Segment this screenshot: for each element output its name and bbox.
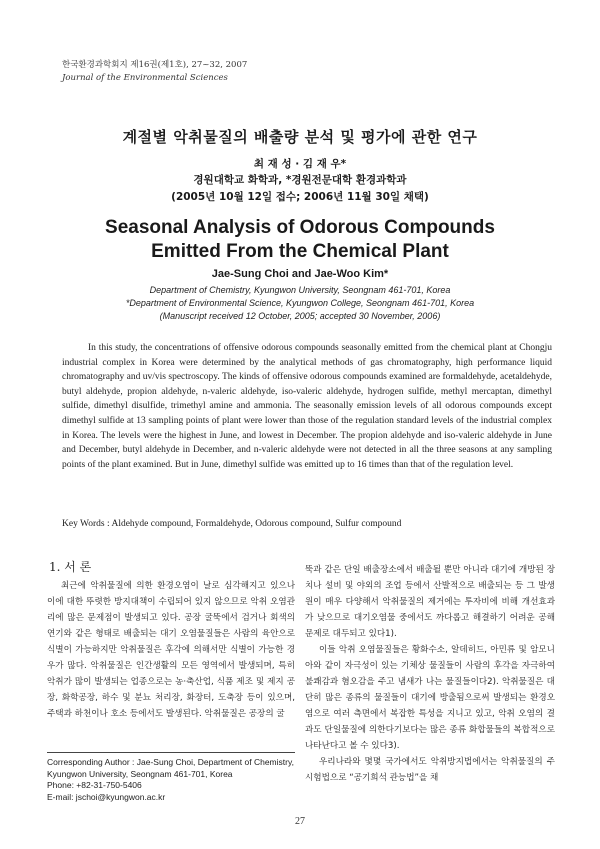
- affiliation-1: Department of Chemistry, Kyungwon University, Seongnam 461-701, Korea: [149, 285, 451, 295]
- abstract: In this study, the concentrations of offensive odorous compounds seasonally emitted from the chemical plant at Chongju industrial complex in Korea were determined by the analytical methods of gas chromatography, high performance liquid chromatography and uv/vis spectroscopy. The kinds of offensive odorous compounds examined are formaldehyde, acetaldehyde, butyl aldehyde, propion aldehyde, n-valeric aldehyde, iso-valeric aldehyde, hydrogen sulfide, methyl mercaptan, dimethyl sulfide, dimethyl disulfide, trimethyl amine and ammonia. The seasonally emission levels of all odorous compounds except dimethyl sulfide at 13 sampling points of plant were lower than those of the regulation standard levels of the industrial complex in Korea. The levels were the highest in June, and lowest in December. The propion aldehyde and iso-valeric aldehyde in June and December, butyl aldehyde in December, and n-valeric aldehyde were not detected in all the three seasons at any sampling points of the plant examined. But in June, dimethyl sulfide was emitted up to 16 times than that of the regulation level.: [62, 343, 552, 470]
- intro-paragraph-right-2: 이들 악취 오염물질들은 황화수소, 알데히드, 아민류 및 암모니아와 같이 자극성이 있는 기체상 물질들이 사람의 후각을 자극하여 불쾌감과 혐오감을 주고 냄새가 나는 물질들이다2). 악취물질은 대단히 많은 종류의 물질들이 대기에 방출됨으로써 발생되는 환경오염으로 여러 측면에서 복잡한 특성을 지니고 있고, 악취 오염의 결과도 단일물질에 의한다기보다는 많은 종류 화합물들의 복합적으로 나타난다고 볼 수 있다3).: [305, 645, 555, 751]
- corresponding-author: Corresponding Author : Jae-Sung Choi, Department of Chemistry, Kyungwon University, Seongnam 461-701, Korea: [47, 757, 294, 779]
- correspondence-footnote: [47, 752, 295, 803]
- english-title-line1: Seasonal Analysis of Odorous Compounds: [105, 217, 495, 238]
- section-heading: 1. 서 론: [49, 560, 92, 574]
- english-title: [0, 216, 600, 264]
- english-title-line2: Emitted From the Chemical Plant: [151, 241, 449, 262]
- korean-dates: (2005년 10월 12일 접수; 2006년 11월 30일 채택): [171, 191, 429, 203]
- intro-paragraph-right-3: 우리나라와 몇몇 국가에서도 악취방지법에서는 악취물질의 주 시험법으로 “공기희석 관능법”을 채: [305, 757, 555, 783]
- journal-citation: 한국환경과학회지 제16권(제1호), 27~32, 2007: [62, 60, 248, 70]
- english-authors: Jae-Sung Choi and Jae-Woo Kim*: [211, 268, 389, 280]
- intro-paragraph-right-1: 뚝과 같은 단일 배출장소에서 배출될 뿐만 아니라 대기에 개방된 장치나 설비 및 야외의 조업 등에서 산발적으로 배출되는 등 그 발생원이 매우 다양해서 악취물질의 제거에는 투자비에 비해 개선효과가 낮으므로 대기오염물 중에서도 까다롭고 해결하기 어려운 공해문제로 대두되고 있다1).: [305, 565, 555, 639]
- intro-paragraph-left: 최근에 악취물질에 의한 환경오염이 날로 심각해지고 있으나 이에 대한 뚜렷한 방지대책이 수립되어 있지 않으므로 악취 오염관리에 많은 문제점이 발생되고 있다. 공장 굴뚝에서 검거나 회색의 연기와 같은 형태로 배출되는 대기 오염물질들은 사람의 육안으로 식별이 가능하지만 악취물질은 후각에 의해서만 식별이 가능한 경우가 많다. 악취물질은 인간생활의 모든 영역에서 발생되며, 특히 악취가 많이 발생되는 업종으로는 농·축산업, 식품 제조 및 제지 공장, 화학공장, 하수 및 분뇨 처리장, 화장터, 도축장 등이 있으며, 주택과 하천이나 호소 등에서도 발생된다. 악취물질은 공장의 굴: [47, 581, 295, 719]
- keywords: Key Words : Aldehyde compound, Formaldehyde, Odorous compound, Sulfur compound: [62, 519, 402, 529]
- page-number: 27: [295, 816, 305, 827]
- english-affiliations: [0, 284, 600, 323]
- korean-affiliation: 경원대학교 화학과, *경원전문대학 환경과학과: [193, 174, 407, 186]
- left-column: [47, 558, 295, 722]
- korean-authors: 최 재 성 · 김 재 우*: [253, 158, 347, 170]
- korean-title: 계절별 악취물질의 배출량 분석 및 평가에 관한 연구: [122, 128, 478, 146]
- journal-name: Journal of the Environmental Sciences: [62, 73, 228, 83]
- phone: Phone: +82-31-750-5406: [47, 780, 142, 790]
- manuscript-dates: (Manuscript received 12 October, 2005; accepted 30 November, 2006): [159, 311, 441, 321]
- email: E-mail: jschoi@kyungwon.ac.kr: [47, 791, 166, 802]
- journal-header: [62, 59, 247, 85]
- affiliation-2: *Department of Environmental Science, Kyungwon College, Seongnam 461-701, Korea: [125, 298, 475, 308]
- right-column: [305, 562, 555, 786]
